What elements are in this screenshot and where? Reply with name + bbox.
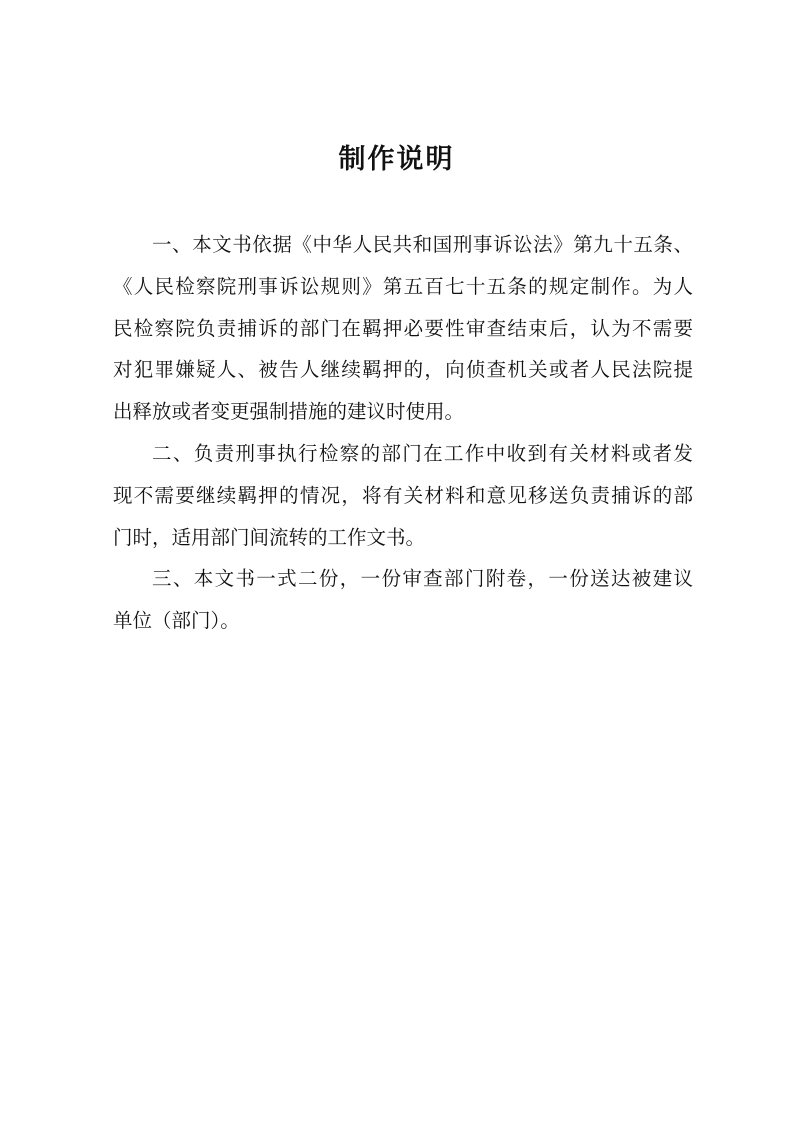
- paragraph-line: 单位（部门）。: [113, 609, 240, 633]
- paragraph-line: 《人民检察院刑事诉讼规则》第五百七十五条的规定制作。为人: [113, 274, 693, 298]
- paragraph-3: [113, 558, 693, 642]
- document-body: [113, 224, 693, 642]
- paragraph-line: 现不需要继续羁押的情况，将有关材料和意见移送负责捕诉的部: [113, 483, 693, 507]
- page-title: 制作说明: [338, 144, 455, 175]
- paragraph-line: 一、本文书依据《中华人民共和国刑事诉讼法》第九十五条、: [152, 233, 693, 256]
- paragraph-line: 二、负责刑事执行检察的部门在工作中收到有关材料或者发: [152, 441, 693, 465]
- paragraph-line: 门时，适用部门间流转的工作文书。: [113, 525, 426, 549]
- paragraph-line: 三、本文书一式二份，一份审查部门附卷，一份送达被建议: [152, 567, 693, 591]
- paragraph-line: 出释放或者变更强制措施的建议时使用。: [113, 400, 465, 424]
- paragraph-line: 民检察院负责捕诉的部门在羁押必要性审查结束后，认为不需要: [113, 316, 693, 340]
- paragraph-2: [113, 433, 693, 558]
- paragraph-line: 对犯罪嫌疑人、被告人继续羁押的，向侦查机关或者人民法院提: [113, 358, 693, 382]
- paragraph-1: [113, 224, 693, 433]
